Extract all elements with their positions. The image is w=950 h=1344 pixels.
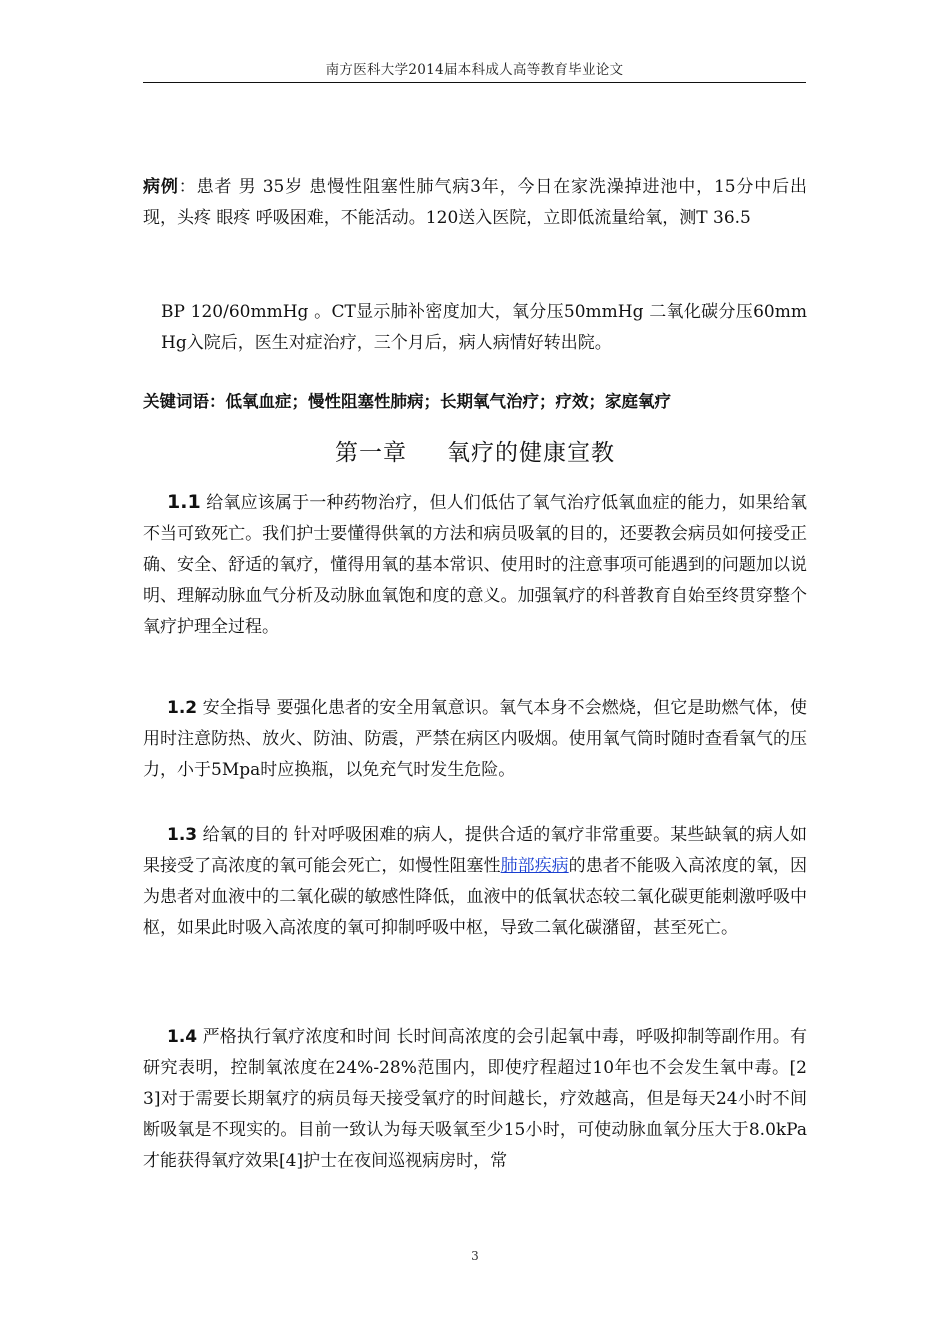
case-paragraph [143,172,807,234]
chapter-name: 氧疗的健康宣教 [447,440,615,466]
section-text: 给氧应该属于一种药物治疗，但人们低估了氧气治疗低氧血症的能力，如果给氧不当可致死亡。我们护士要懂得供氧的方法和病员吸氧的目的，还要教会病员如何接受正确、安全、舒适的氧疗，懂得用氧的基本常识、使用时的注意事项可能遇到的问题加以说明、理解动脉血气分析及动脉血氧饱和度的意义。加强氧疗的科普教育自始至终贯穿整个氧疗护理全过程。 [143,493,807,637]
lung-disease-link[interactable]: 肺部疾病 [500,856,569,876]
chapter-title [143,434,807,467]
section-number: 1.1 [167,491,201,513]
case-line1: 患者 男 35岁 患慢性阻塞性肺气病3年，今日在家洗澡掉进池中，15分中后出现，头疼 眼疼 呼吸困难，不能活动。120送入医院，立即低流量给氧，测T 36.5 [143,177,808,228]
page-number: 3 [471,1249,479,1263]
case-colon: ： [178,177,197,197]
section-text: 严格执行氧疗浓度和时间 长时间高浓度的会引起氧中毒，呼吸抑制等副作用。有研究表明，控制氧浓度在24%-28%范围内，即使疗程超过10年也不会发生氧中毒。[2 3]对于需要长期氧疗的病员每天接受氧疗的时间越长，疗效越高，但是每天24小时不间断吸氧是不现实的。目前一致认为每天吸氧至少15小时，可使动脉血氧分压大于8.0kPa才能获得氧疗效果[4]护士在夜间巡视病房时，常 [143,1027,807,1171]
keywords: 关键词语：低氧血症；慢性阻塞性肺病；长期氧气治疗；疗效；家庭氧疗 [143,392,671,411]
section-number: 1.2 [167,698,198,718]
section-number: 1.3 [167,825,198,845]
header-rule [143,82,806,83]
section-text: 安全指导 要强化患者的安全用氧意识。氧气本身不会燃烧，但它是助燃气体，使用时注意防热、放火、防油、防震，严禁在病区内吸烟。使用氧气筒时随时查看氧气的压力，小于5Mpa时应换瓶，以免充气时发生危险。 [143,698,807,780]
section-1-4 [143,1022,807,1177]
section-1-3 [143,820,807,944]
section-1-1 [143,487,807,643]
section-text: 的患者不能吸入高浓度的氧，因为患者对血液中的二氧化碳的敏感性降低，血液中的低氧状态较二氧化碳更能刺激呼吸中枢，如果此时吸入高浓度的氧可抑制呼吸中枢，导致二氧化碳潴留，甚至死亡。 [143,856,808,938]
section-1-2 [143,693,807,786]
running-header: 南方医科大学2014届本科成人高等教育毕业论文 [325,62,624,78]
case-label: 病例 [143,177,179,197]
case-vitals-paragraph: BP 120/60mmHg 。CT显示肺补密度加大，氧分压50mmHg 二氧化碳分压60mmHg入院后，医生对症治疗，三个月后，病人病情好转出院。 [161,302,807,353]
section-text: 给氧的目的 针对呼吸困难的病人，提供合适的氧疗非常重要。某些缺氧的病人如果接受了高浓度的氧可能会死亡，如慢性阻塞性 [143,825,807,876]
section-number: 1.4 [167,1027,198,1047]
chapter-prefix: 第一章 [335,440,407,466]
